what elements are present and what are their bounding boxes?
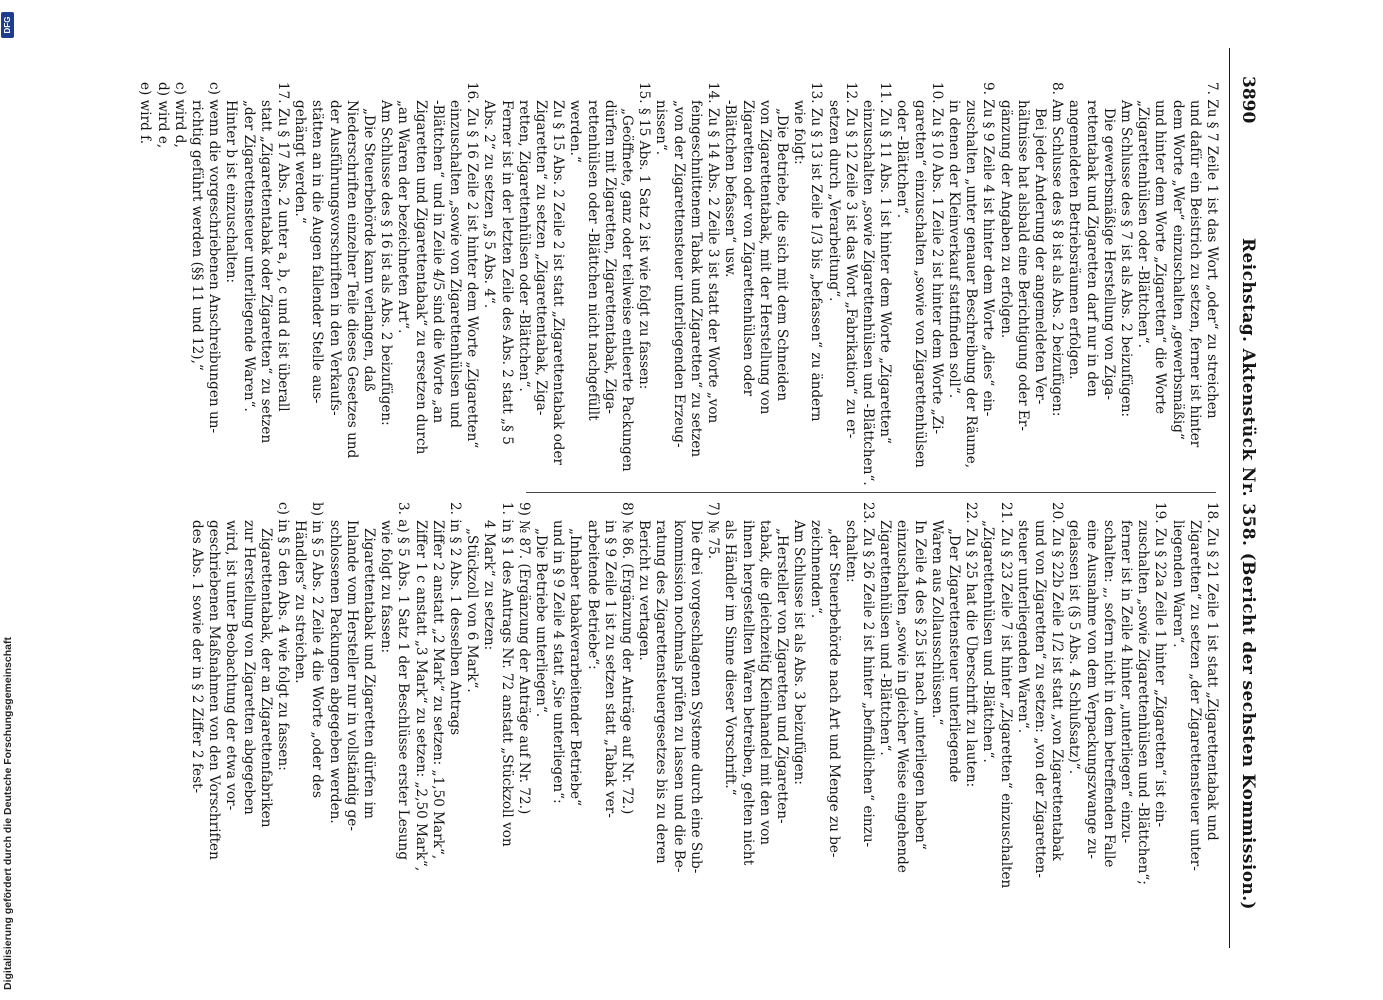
text-line: 12. Zu § 12 Zeile 3 ist das Wort „Fabrikation“ zu er- (842, 82, 859, 439)
text-line: einzuschalten „sowie von Zigarettenhülsen und (447, 100, 464, 428)
text-line: einzuschalten „sowie Zigarettenhülsen und -Blättchen“. (859, 100, 876, 486)
dfg-logo: DFG (1, 12, 14, 38)
text-line: gehängt werden.“ (292, 100, 309, 224)
text-line: 9) № 87. (Ergänzung der Anträge auf Nr. 72.) (515, 502, 532, 815)
text-line: wird, ist unter Beobachtung der etwa vor- (223, 520, 240, 811)
text-line: 16. Zu § 16 Zeile 2 ist hinter dem Worte „Zigaretten“ (464, 82, 481, 449)
text-line: -Blättchen“ und in Zeile 4/5 sind die Worte „an (429, 100, 446, 424)
text-line: geschriebenen Maßnahmen von den Vorschriften (206, 520, 223, 860)
text-line: 11. Zu § 11 Abs. 1 ist hinter dem Worte „Zigaretten“ (877, 82, 894, 444)
text-line: des Abs. 1 sowie der in § 2 Ziffer 2 fest- (189, 520, 206, 794)
text-line: wie folgt zu fassen: (378, 520, 395, 654)
text-line: Abs. 2“ zu setzen „§ 5 Abs. 4“. (481, 100, 498, 309)
text-line: e) wird f. (137, 82, 154, 145)
text-line: c) wird d, (171, 82, 188, 148)
text-line: schlossenen Packungen abgegeben werden. (326, 520, 343, 824)
text-line: 4 Mark“ zu setzen: (481, 520, 498, 651)
text-line: und dafür ein Beistrich zu setzen, ferner ist hinter (1186, 100, 1203, 448)
text-line: als Händler im Sinne dieser Vorschrift.“ (722, 520, 739, 796)
text-line: 8) № 86. (Ergänzung der Anträge auf Nr. 72.) (619, 502, 636, 815)
text-line: „Geöffnete, ganz oder teilweise entleerte Packungen (619, 108, 636, 472)
text-line: 15. § 15 Abs. 1 Satz 2 ist wie folgt zu fassen: (636, 82, 653, 390)
text-line: Zigaretten“ zu setzen „Zigarettentabak, Ziga- (533, 100, 550, 416)
text-line: „Zigarettenhülsen und -Blättchen“. (980, 520, 997, 763)
text-line: Am Schlusse des § 7 ist als Abs. 2 beizufügen: (1117, 100, 1134, 418)
text-line: ferner ist in Zeile 4 hinter „unterliegen“ einzu- (1117, 520, 1134, 844)
text-line: „Der Zigarettensteuer unterliegende (945, 528, 962, 783)
page-title: Reichstag. Aktenstück Nr. 358. (Bericht der sechsten Kommission.) (1238, 238, 1258, 910)
text-line: „Stückzoll von 6 Mark“. (464, 528, 481, 693)
text-line: einzuschalten „sowie in gleicher Weise eingehende (894, 520, 911, 873)
text-line: in denen der Kleinverkauf stattfinden soll“. (945, 100, 962, 399)
text-line: und hinter dem Worte „Zigaretten“ die Worte (1152, 100, 1169, 415)
text-line: und in § 9 Zeile 4 statt „Sie unterliegen“: (550, 520, 567, 804)
text-line: 9. Zu § 9 Zeile 4 ist hinter dem Worte „dies“ ein- (980, 82, 997, 417)
text-line: ihnen hergestellten Waren betreiben, gelten nicht (739, 520, 756, 866)
text-line: Die drei vorgeschlagenen Systeme durch eine Sub- (687, 520, 704, 874)
text-line: „Hersteller von Zigaretten und Zigaretten- (773, 528, 790, 824)
text-line: c) wenn die vorgeschriebenen Anschreibungen un- (206, 82, 223, 434)
text-line: Zigarettentabak und Zigaretten dürfen im (361, 528, 378, 819)
text-line: „an Waren der bezeichneten Art“. (395, 100, 412, 334)
text-line: schalten: „, sofern nicht in dem betreffenden Falle (1100, 520, 1117, 868)
text-line: werden.“ (567, 100, 584, 163)
text-line: Ferner ist in der letzten Zeile des Abs. 2 statt „§ 5 (498, 100, 515, 445)
text-line: „Die Steuerbehörde kann verlangen, daß (361, 108, 378, 392)
text-line: zeichnenden“. (808, 520, 825, 619)
text-line: ratung des Zigarettensteuergesetzes bis zu deren (653, 520, 670, 864)
text-line: -Blättchen befassen“ usw. (722, 100, 739, 278)
text-line: zuschalten „unter genauer Beschreibung der Räume, (963, 100, 980, 469)
left-column (136, 82, 1220, 488)
text-line: arbeitende Betriebe“: (584, 520, 601, 670)
text-line: statt „Zigarettentabak oder Zigaretten“ zu setzen (257, 100, 274, 444)
text-line: setzen durch „Verarbeitung“. (825, 100, 842, 302)
page-number: 3890 (1238, 76, 1258, 124)
text-line: Zu § 15 Abs. 2 Zeile 2 ist statt „Zigarettentabak oder (550, 100, 567, 466)
text-line: stätten an in die Augen fallender Stelle aus- (309, 100, 326, 404)
right-column (188, 502, 1220, 908)
text-line: „Inhaber tabakverarbeitender Betriebe“ (567, 528, 584, 807)
text-line: 19. Zu § 22a Zeile 1 hinter „Zigaretten“ ist ein- (1152, 502, 1169, 828)
text-line: „der Steuerbehörde nach Art und Menge zu be- (825, 528, 842, 858)
text-line: kommission nochmals prüfen zu lassen und die Be- (670, 520, 687, 873)
text-line: „Die Betriebe unterliegen“. (533, 528, 550, 718)
digitization-credit (0, 0, 16, 1000)
text-line: oder -Blättchen“. (894, 100, 911, 219)
text-line: In Zeile 4 des § 25 ist nach „unterliegen haben“ (911, 520, 928, 850)
text-line: feingeschnittenem Tabak und Zigaretten“ zu setzen (687, 100, 704, 458)
text-line: Zigarettenhülsen und -Blättchen“. (877, 520, 894, 756)
text-line: gänzung der Angaben zu erfolgen. (997, 100, 1014, 339)
page-header (1229, 48, 1264, 948)
text-line: Zigarettentabak, der an Zigarettenfabriken (257, 528, 274, 828)
text-line: gelassen ist (§ 5 Abs. 4 Schlußsatz)“. (1066, 520, 1083, 775)
text-line: 23. Zu § 26 Zeile 2 ist hinter „befindlichen“ einzu- (859, 502, 876, 848)
text-line: tabak, die gleichzeitig Kleinhandel mit den von (756, 520, 773, 846)
text-line: 8. Am Schlusse des § 8 ist als Abs. 2 beizufügen: (1049, 82, 1066, 417)
text-line: d) wird e, (154, 82, 171, 149)
credit-text: Digitalisierung gefördert durch die Deutsche Forschungsgemeinschaft (2, 637, 14, 990)
text-line: „Die Betriebe, die sich mit dem Schneiden (773, 108, 790, 402)
text-line: „Zigarettenhülsen oder -Blättchen“. (1135, 100, 1152, 349)
text-line: 3. a) § 5 Abs. 1 Satz 1 der Beschlüsse erster Lesung (395, 502, 412, 861)
text-line: Ziffer 1 c anstatt „3 Mark“ zu setzen: „2,50 Mark“, (412, 520, 429, 872)
text-line: Zigaretten oder von Zigarettenhülsen oder (739, 100, 756, 397)
text-line: Bei jeder Änderung der angemeldeten Ver- (1031, 108, 1048, 405)
text-line: 7. Zu § 7 Zeile 1 ist das Wort „oder“ zu streichen (1204, 82, 1220, 419)
text-line: wie folgt: (791, 100, 808, 165)
text-line: garetten“ einzuschalten „sowie von Zigarettenhülsen (911, 100, 928, 468)
text-line: Die gewerbsmäßige Herstellung von Ziga- (1100, 108, 1117, 400)
text-line: von Zigarettentabak, mit der Herstellung von (756, 100, 773, 415)
text-line: Niederschriften einzelner Teile dieses Gesetzes und (343, 100, 360, 459)
text-line: richtig geführt werden (§§ 11 und 12),“ (189, 100, 206, 371)
text-line: Am Schlusse ist als Abs. 3 beizufügen: (791, 520, 808, 785)
text-line: steuer unterliegenden Waren“. (1014, 520, 1031, 734)
text-line: Händlers“ zu streichen. (292, 520, 309, 684)
text-line: Ziffer 2 anstatt „2 Mark“ zu setzen: „1,50 Mark“, (429, 520, 446, 860)
text-line: dem Worte „Wer“ einzuschalten „gewerbsmäßig“ (1169, 100, 1186, 440)
text-line: zur Herstellung von Zigaretten abgegeben (240, 520, 257, 815)
text-line: in § 9 Zeile 1 ist zu setzen statt „Tabak ver- (601, 520, 618, 818)
text-line: Bericht zu vertagen. (636, 520, 653, 661)
text-line: c) in § 5 den Abs. 4 wie folgt zu fassen: (275, 502, 292, 771)
text-line: der Ausführungsvorschriften in den Verkaufs- (326, 100, 343, 416)
text-line: eine Ausnahme von dem Verpackungszwange zu- (1083, 520, 1100, 860)
text-line: zuschalten „sowie Zigarettenhülsen und -Blättchen“; (1135, 520, 1152, 885)
text-line: 21. Zu § 23 Zeile 7 ist hinter „Zigaretten“ einzuschalten (997, 502, 1014, 889)
column-divider (526, 492, 1216, 493)
text-line: Am Schlusse des § 16 ist als Abs. 2 beizufügen: (378, 100, 395, 426)
text-line: „von der Zigarettensteuer unterliegenden Erzeug- (670, 100, 687, 448)
text-line: 20. Zu § 22b Zeile 1/2 ist statt „von Zigarettentabak (1049, 502, 1066, 861)
text-line: Zigaretten und Zigarettentabak“ zu ersetzen durch (412, 100, 429, 455)
text-line: 22. Zu § 25 hat die Überschrift zu lauten: (963, 502, 980, 788)
text-line: 14. Zu § 14 Abs. 2 Zeile 3 ist statt der Worte „von (705, 82, 722, 424)
text-line: nissen“. (653, 100, 670, 156)
text-line: Hinter b ist einzuschalten: (223, 100, 240, 284)
text-line: 17. Zu § 17 Abs. 2 unter a, b, c und d ist überall (275, 82, 292, 412)
text-line: rettenhülsen oder -Blättchen nicht nachgefüllt (584, 100, 601, 421)
text-line: rettentabak und Zigaretten darf nur in den (1083, 100, 1100, 397)
text-line: hältnisse hat alsbald eine Berichtigung oder Er- (1014, 100, 1031, 431)
text-line: 2. in § 2 Abs. 1 desselben Antrags (447, 502, 464, 736)
text-line: liegenden Waren“. (1169, 520, 1186, 648)
text-line: Inlande vom Hersteller nur in vollständig ge- (343, 520, 360, 831)
text-line: angemeldeten Betriebsräumen erfolgen. (1066, 100, 1083, 380)
text-line: „der Zigarettensteuer unterliegende Waren“. (240, 100, 257, 412)
text-line: schalten: (842, 520, 859, 583)
text-line: und von Zigaretten“ zu setzen: „von der Zigaretten- (1031, 520, 1048, 878)
text-line: retten, Zigarettenhülsen oder -Blättchen“. (515, 100, 532, 392)
text-line: 13. Zu § 13 ist Zeile 1/3 bis „befassen“ zu ändern (808, 82, 825, 422)
text-line: dürfen mit Zigaretten, Zigarettentabak, Ziga- (601, 100, 618, 414)
text-line: Zigaretten“ zu setzen „der Zigarettensteuer unter- (1186, 520, 1203, 871)
text-line: Waren aus Zollausschlüssen.“ (928, 520, 945, 726)
text-line: b) in § 5 Abs. 2 Zeile 4 die Worte „oder des (309, 502, 326, 798)
text-line: 18. Zu § 21 Zeile 1 ist statt „Zigarettentabak und (1204, 502, 1220, 841)
text-line: 1. in § 1 des Antrags Nr. 72 anstatt „Stückzoll von (498, 502, 515, 847)
text-line: 10. Zu § 10 Abs. 1 Zeile 2 ist hinter dem Worte „Zi- (928, 82, 945, 435)
text-line: 7) № 75. (705, 502, 722, 560)
